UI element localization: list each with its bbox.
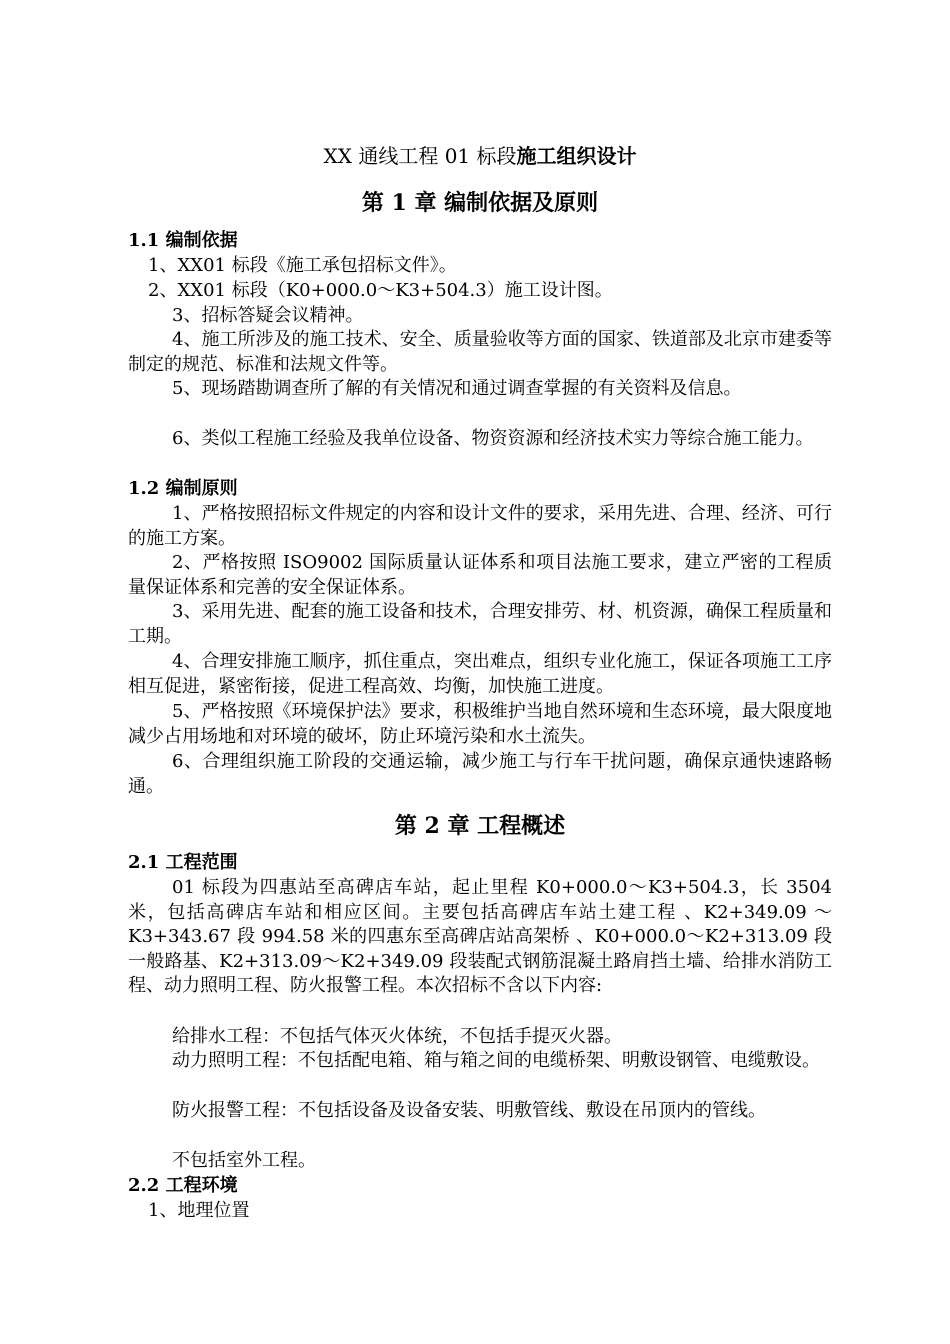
document-title — [128, 143, 832, 169]
paragraph: 3、招标答疑会议精神。 — [172, 305, 364, 326]
paragraph: 1、严格按照招标文件规定的内容和设计文件的要求，采用先进、合理、经济、可行的施工方案。 — [128, 503, 832, 549]
paragraph: 动力照明工程：不包括配电箱、箱与箱之间的电缆桥架、明敷设钢管、电缆敷设。 — [172, 1050, 820, 1071]
paragraph: 5、严格按照《环境保护法》要求，积极维护当地自然环境和生态环境，最大限度地减少占用场地和对环境的破坏，防止环境污染和水土流失。 — [128, 701, 832, 747]
paragraph: 2、严格按照 ISO9002 国际质量认证体系和项目法施工要求，建立严密的工程质量保证体系和完善的安全保证体系。 — [128, 552, 832, 598]
paragraph: 1、XX01 标段《施工承包招标文件》。 — [148, 255, 457, 276]
paragraph: 5、现场踏勘调查所了解的有关情况和通过调查掌握的有关资料及信息。 — [172, 378, 742, 399]
paragraph: 给排水工程：不包括气体灭火体统，不包括手提灭火器。 — [172, 1026, 622, 1047]
paragraph: 1、地理位置 — [148, 1200, 250, 1221]
paragraph: 4、施工所涉及的施工技术、安全、质量验收等方面的国家、铁道部及北京市建委等制定的规范、标准和法规文件等。 — [128, 329, 832, 375]
document-title-bold: 施工组织设计 — [516, 144, 637, 168]
chapter-1-heading: 第 1 章 编制依据及原则 — [361, 190, 599, 216]
section-2-2-heading: 2.2 工程环境 — [128, 1175, 238, 1196]
section-1-2-heading: 1.2 编制原则 — [128, 478, 238, 499]
section-2-1-heading: 2.1 工程范围 — [128, 852, 238, 873]
chapter-2-heading: 第 2 章 工程概述 — [394, 813, 566, 839]
paragraph: 3、采用先进、配套的施工设备和技术，合理安排劳、材、机资源，确保工程质量和工期。 — [128, 601, 832, 647]
paragraph: 6、合理组织施工阶段的交通运输，减少施工与行车干扰问题，确保京通快速路畅通。 — [128, 751, 832, 797]
paragraph: 不包括室外工程。 — [172, 1150, 316, 1171]
section-1-1-heading: 1.1 编制依据 — [128, 230, 238, 251]
paragraph: 防火报警工程：不包括设备及设备安装、明敷管线、敷设在吊顶内的管线。 — [172, 1100, 766, 1121]
paragraph: 01 标段为四惠站至高碑店车站，起止里程 K0+000.0～K3+504.3，长 3504 米，包括高碑店车站和相应区间。主要包括高碑店车站土建工程 、K2+349.09 ～ K3+343.67 段 994.58 米的四惠东至高碑店站高架桥 、K0+000.0～K2+313.09 段一般路基、K2+313.09～K2+349.09 段装配式钢筋混凝土路肩挡土墙、给排水消防工程、动力照明工程、防火报警工程。本次招标不含以下内容: — [128, 877, 832, 996]
document-title-prefix: XX 通线工程 01 标段 — [323, 144, 517, 168]
paragraph: 4、合理安排施工顺序，抓住重点，突出难点，组织专业化施工，保证各项施工工序相互促进，紧密衔接，促进工程高效、均衡，加快施工进度。 — [128, 651, 832, 697]
paragraph: 6、类似工程施工经验及我单位设备、物资资源和经济技术实力等综合施工能力。 — [172, 428, 814, 449]
paragraph: 2、XX01 标段（K0+000.0～K3+504.3）施工设计图。 — [148, 280, 613, 301]
